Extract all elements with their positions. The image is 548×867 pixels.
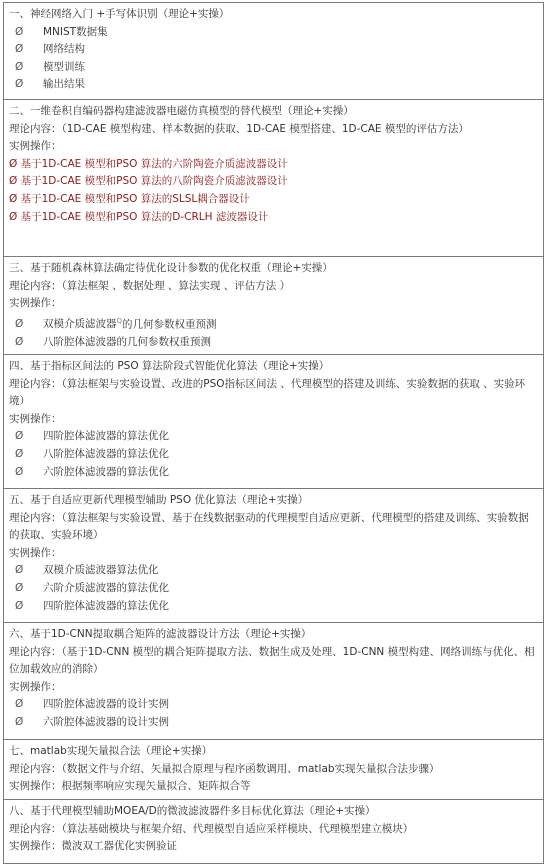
section-7 <box>4 740 543 800</box>
list-item: Ø 双模介质滤波器算法优化 <box>15 564 159 577</box>
section-title: 六、基于1D-CNN提取耦合矩阵的滤波器设计方法（理论+实操） <box>9 628 312 640</box>
list-item: Ø 双模介质滤波器$^Q$的几何参数权重预测 <box>15 316 217 331</box>
list-item: Ø MNIST数据集 <box>9 24 538 42</box>
practice-label: 实例操作： <box>9 140 62 153</box>
section-2 <box>4 100 543 257</box>
list-item: Ø 基于1D-CAE 模型和PSO 算法的SLSL耦合器设计 <box>9 192 250 205</box>
list-item: Ø 八阶腔体滤波器的算法优化 <box>15 447 169 460</box>
list-item: Ø 四阶腔体滤波器的算法优化 <box>15 430 169 443</box>
theory-content: 理论内容：（数据文件与介绍、矢量拟合原理与程序函数调用、matlab实现矢量拟合法步骤） <box>9 762 440 775</box>
list-item: Ø 六阶腔体滤波器的算法优化 <box>15 465 169 478</box>
list-item: Ø 基于1D-CAE 模型和PSO 算法的八阶陶瓷介质滤波器设计 <box>9 175 288 188</box>
section-title: 二、一维卷积自编码器构建滤波器电磁仿真模型的替代模型（理论+实操） <box>9 105 354 117</box>
list-item: Ø 输出结果 <box>9 76 538 94</box>
bullet-icon: Ø <box>15 60 24 73</box>
theory-content: 理论内容：（基于1D-CNN 模型的耦合矩阵提取方法、数据生成及处理、1D-CNN 模型构建、网络训练与优化、相位加载效应的消除） <box>9 645 535 676</box>
section-title: 三、基于随机森林算法确定待优化设计参数的优化权重（理论+实操） <box>9 262 333 274</box>
list-item: Ø 六阶腔体滤波器的设计实例 <box>15 715 169 728</box>
course-outline-document <box>3 2 544 864</box>
section-title: 七、matlab实现矢量拟合法（理论+实操） <box>9 745 213 757</box>
list-item: Ø 基于1D-CAE 模型和PSO 算法的D-CRLH 滤波器设计 <box>9 210 269 223</box>
practice-label: 实例操作： <box>9 680 62 693</box>
bullet-icon: Ø <box>15 78 24 91</box>
list-item: Ø 六阶介质滤波器的算法优化 <box>15 581 169 594</box>
section-5 <box>4 489 543 623</box>
list-item: Ø 四阶腔体滤波器的算法优化 <box>15 599 169 612</box>
section-3 <box>4 257 543 355</box>
practice-label: 实例操作： <box>9 412 62 425</box>
section-title: 四、基于指标区间法的 PSO 算法阶段式智能优化算法（理论+实操） <box>9 360 330 372</box>
list-item: Ø 网络结构 <box>9 41 538 59</box>
section-6 <box>4 623 543 740</box>
section-title: 八、基于代理模型辅助MOEA/D的微波滤波器件多目标优化算法（理论+实操） <box>9 805 376 817</box>
practice-label: 实例操作： <box>9 297 62 310</box>
superscript-mark: Q <box>116 316 123 325</box>
theory-content: 理论内容：（算法基础模块与框架介绍、代理模型自适应采样模块、代理模型建立模块） <box>9 822 414 835</box>
bullet-icon: Ø <box>15 25 24 38</box>
theory-content: 理论内容：（算法框架与实验设置、基于在线数据驱动的代理模型自适应更新、代理模型的搭建及训练、实验数据的获取、实验环境） <box>9 511 529 542</box>
list-item: Ø 基于1D-CAE 模型和PSO 算法的六阶陶瓷介质滤波器设计 <box>9 157 288 170</box>
section-4 <box>4 355 543 489</box>
list-item: Ø 四阶腔体滤波器的设计实例 <box>15 698 169 711</box>
list-item: Ø 模型训练 <box>9 59 538 77</box>
section-title: 一、神经网络入门 +手写体识别（理论+实操） <box>9 8 230 20</box>
section-8 <box>4 800 543 863</box>
list-item: Ø 八阶腔体滤波器的几何参数权重预测 <box>15 335 211 348</box>
practice-content: 实例操作：微波双工器优化实例验证 <box>9 840 177 853</box>
practice-content: 实例操作：根据频率响应实现矢量拟合、矩阵拟合等 <box>9 780 251 793</box>
theory-content: 理论内容：（算法框架与实验设置、改进的PSO指标区间法 、代理模型的搭建及训练、实验数据的获取 、实验环境） <box>9 377 526 408</box>
practice-label: 实例操作： <box>9 546 62 559</box>
section-1 <box>4 3 543 100</box>
theory-content: 理论内容：（算法框架 、数据处理 、算法实现 、评估方法 ） <box>9 279 291 292</box>
section-title: 五、基于自适应更新代理模型辅助 PSO 优化算法（理论+实操） <box>9 494 309 506</box>
bullet-icon: Ø <box>15 43 24 56</box>
theory-content: 理论内容：（1D-CAE 模型构建、样本数据的获取、1D-CAE 模型搭建、1D-CAE 模型的评估方法） <box>9 122 469 135</box>
